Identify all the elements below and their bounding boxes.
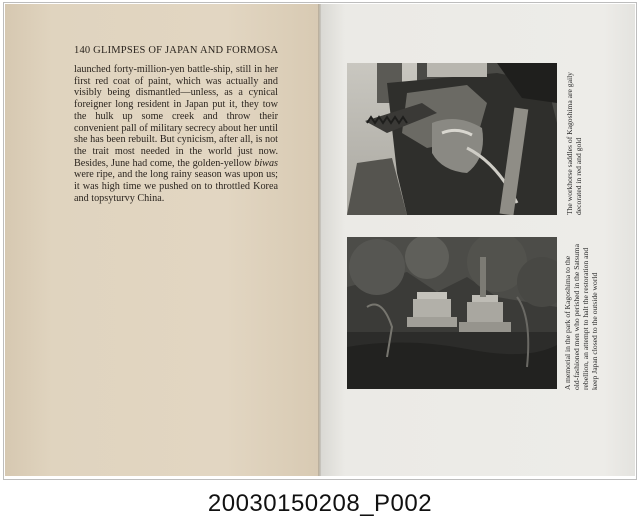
- caption-top-line-2: decorated in red and gold: [574, 137, 583, 215]
- photo-horse-saddle: [347, 63, 557, 215]
- body-text-part-1: launched forty-million-yen battle-ship, still in her first red coat of paint, which was actually and visibly being dismantled—unless, as a cynical foreigner long resident in Japan put it, they tow the hulk up some creek and throw their convenient pall of military secrecy about her until she has been rebuilt. But cynicism, after all, is not the trait most needed in the world just now. Besides, June had come, the golden-yellow: [74, 64, 278, 169]
- caption-bottom: [563, 244, 599, 390]
- caption-bottom-line-1: A memorial in the park of Kagoshima to the: [563, 255, 572, 390]
- caption-top: [565, 72, 583, 215]
- photo-horse-saddle-image: [347, 63, 557, 215]
- book-gutter: [318, 4, 321, 476]
- running-head: 140 GLIMPSES OF JAPAN AND FORMOSA: [74, 45, 279, 56]
- photo-memorial: [347, 237, 557, 389]
- caption-bottom-line-3: rebellion, an attempt to halt the restoration and: [581, 247, 590, 390]
- caption-bottom-line-2: old-fashioned men who perished in the Satsuma: [572, 244, 581, 390]
- body-text-part-3: were ripe, and the long rainy season was upon us; it was high time we pushed on to throttled Korea and topsyturvy China.: [74, 169, 278, 204]
- caption-top-line-1: The workhorse saddles of Kagoshima are gaily: [565, 72, 574, 215]
- body-paragraph: [74, 64, 278, 204]
- body-text-italic-word: biwas: [254, 157, 278, 169]
- photo-memorial-image: [347, 237, 557, 389]
- caption-bottom-line-4: keep Japan closed to the outside world: [590, 272, 599, 390]
- archive-id-label: 20030150208_P002: [207, 490, 433, 517]
